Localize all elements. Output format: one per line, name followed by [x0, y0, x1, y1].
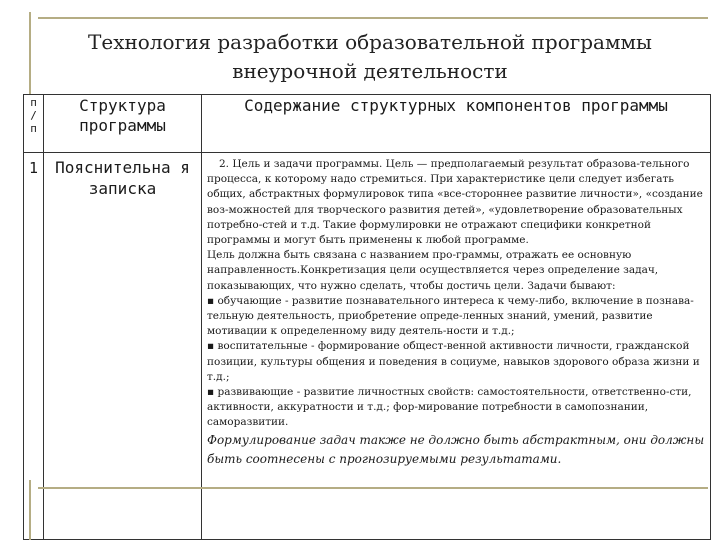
header-number: п / п [24, 95, 44, 153]
content-paragraph-tasks: Цель должна быть связана с названием про-граммы, отражать ее основную направленность.Конкретизация цели осуществляется через определение задач, показывающих, что нужно сделать, чтобы достичь цели. Задачи бывают: [207, 249, 659, 292]
header-structure: Структура программы [44, 95, 202, 153]
content-bullet-developing: ▪ развивающие - развитие личностных свойств: самостоятельности, ответственно-сти, активности, аккуратности и т.д.; фор-мирование потребности в самопознании, саморазвитии. [207, 385, 706, 431]
row-content [202, 153, 711, 540]
program-structure-table [23, 94, 711, 540]
bottom-decorative-rule [38, 487, 708, 489]
table-header-row [24, 95, 711, 153]
table-row [24, 153, 711, 540]
row-structure: Пояснительна я записка [44, 153, 202, 540]
bottom-left-decorative-rule [29, 480, 31, 540]
content-bullet-upbringing: ▪ воспитательные - формирование общест-венной активности личности, гражданской позиции, культуры общения и поведения в социуме, навыков здорового образа жизни и т.д.; [207, 339, 706, 385]
left-decorative-rule [29, 12, 31, 94]
header-content: Содержание структурных компонентов программы [202, 95, 711, 153]
content-italic-note: Формулирование задач также не должно быть абстрактным, они должны быть соотнесены с прогнозируемыми результатами. [207, 432, 705, 466]
content-paragraph-goal: 2. Цель и задачи программы. Цель — предполагаемый результат образова-тельного процесса, к которому надо стремиться. При характеристике цели следует избегать общих, абстрактных формулировок типа «все-стороннее развитие личности», «создание воз-можностей для творческого развития детей», «удовлетворение образовательных потребно-стей и т.д. Такие формулировки не отражают специфики конкретной программы и могут быть применены к любой программе. [207, 158, 703, 247]
content-bullet-educational: ▪ обучающие - развитие познавательного интереса к чему-либо, включение в познава-тельную деятельность, приобретение опреде-ленных знаний, умений, развитие мотивации к определенному виду деятель-ности и т.д.; [207, 294, 706, 340]
top-decorative-rule [38, 17, 708, 19]
row-number: 1 [24, 153, 44, 540]
slide-title: Технология разработки образовательной программы внеурочной деятельности [88, 30, 652, 83]
